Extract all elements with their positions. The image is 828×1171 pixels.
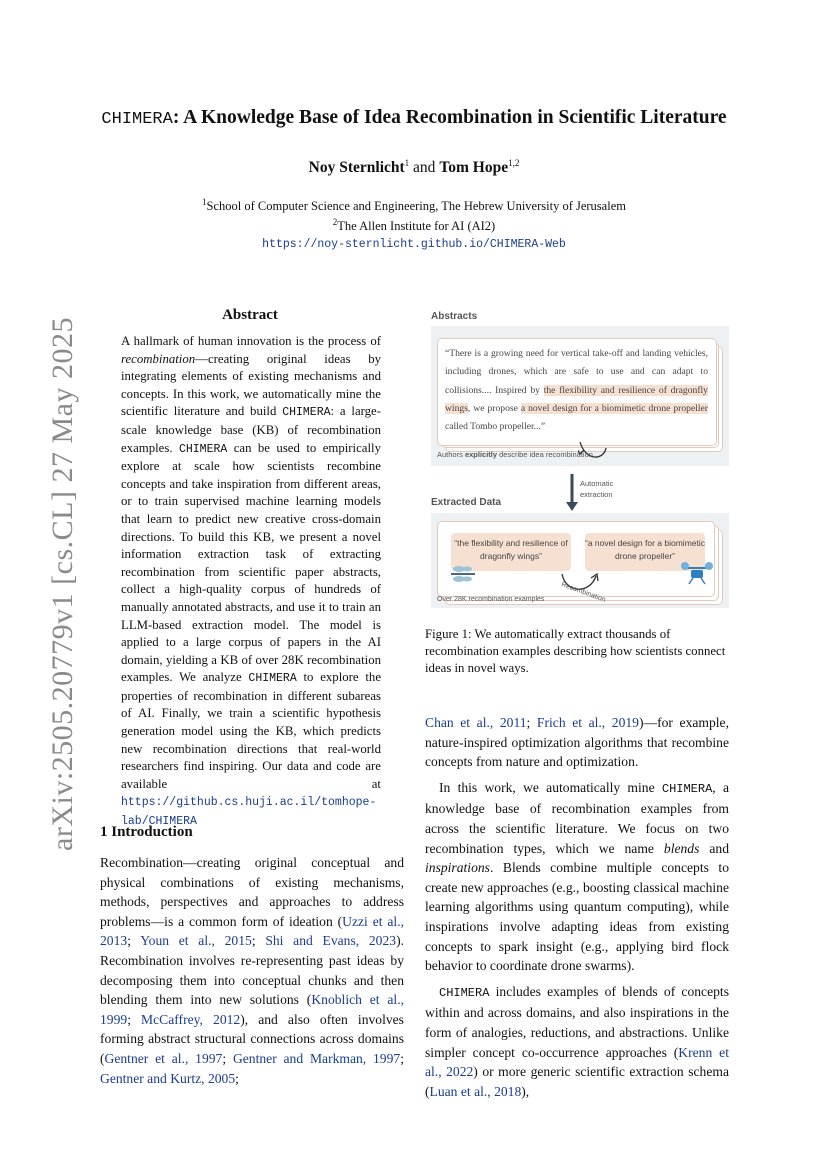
- system-name: CHIMERA: [661, 781, 713, 796]
- citation-link[interactable]: Youn et al., 2015: [140, 933, 252, 949]
- introduction-body: Recombination—creating original conceptual and physical combinations of existing mechanisms, methods, perspectives and approaches to address problems—is a common form of ideation (Uzzi et al., 2013; Youn et al., 2015; Shi and Evans, 2023). Recombination involves re-representing past ideas by decomposing them into conceptual chunks and then blending them into new solutions (Knoblich et al., 1999; McCaffrey, 2012), and also often involves forming abstract structural connections across domains (Gentner et al., 1997; Gentner and Markman, 1997; Gentner and Kurtz, 2005;: [100, 855, 404, 1086]
- citation-link[interactable]: Krenn et al., 2022: [425, 1044, 729, 1080]
- figure-note-explicit: [437, 450, 593, 459]
- system-name: CHIMERA: [439, 985, 490, 1000]
- paragraph: [425, 778, 729, 976]
- affiliation-2-text: The Allen Institute for AI (AI2): [337, 219, 496, 234]
- section-heading-introduction: 1 Introduction: [100, 824, 193, 840]
- title-text: : A Knowledge Base of Idea Recombination in Scientific Literature: [172, 107, 727, 128]
- automatic-extraction-label: Automatic extraction: [580, 479, 614, 499]
- citation-link[interactable]: Uzzi et al., 2013: [100, 913, 404, 949]
- affiliation-1-text: School of Computer Science and Engineering, The Hebrew University of Jerusalem: [206, 199, 626, 214]
- citation-link[interactable]: Knoblich et al., 1999: [100, 992, 404, 1027]
- author-1: Noy Sternlicht: [308, 159, 405, 177]
- citation-link[interactable]: Gentner and Markman, 1997: [232, 1050, 401, 1066]
- citation-link[interactable]: Frich et al., 2019: [536, 715, 639, 730]
- abstract-text: : a large-scale knowledge base (KB) of recombination examples.: [121, 404, 381, 455]
- intro-text: ). Recombination involves re-representing past ideas by decomposing them into conceptual chunks and then blending them into new solutions (: [100, 933, 404, 1008]
- arxiv-identifier: arXiv:2505.20779v1 [cs.CL] 27 May 2025: [46, 317, 79, 851]
- intro-text: ;: [235, 1070, 239, 1086]
- right-column-body: [425, 713, 729, 1107]
- body-text: ) or more generic scientific extraction schema (: [425, 1064, 729, 1099]
- abstract-heading: Abstract: [222, 307, 278, 323]
- body-text: . Blends combine multiple concepts to create new approaches (e.g., boosting classical machine learning algorithms using quantum computing), while inspirations involve adapting ideas from existing concepts to spark insight (e.g., applying bird flock behavior to coordinate drone swarms).: [425, 860, 729, 974]
- abstract-text: can be used to empirically explore at scale how scientists recombine concepts and take inspiration from different areas, or to train supervised machine learning models that learn to predict new creative cross-domain directions. To build this KB, we present a novel information extraction task of extracting recombination from scientific paper abstracts, collect a high-quality corpus of hundreds of manually annotated abstracts, and use it to train an LLM-based extraction model. The model is applied to a large corpus of papers in the AI domain, yielding a KB of over 28K recombination examples. We analyze: [121, 440, 381, 685]
- project-url-link[interactable]: https://noy-sternlicht.github.io/CHIMERA-Web: [262, 238, 566, 251]
- author-2-affiliation: 1,2: [508, 158, 520, 168]
- author-1-affiliation: 1: [404, 158, 410, 168]
- highlight-inspiration: the flexibility and resilience of dragonfly wings: [445, 384, 708, 414]
- recombination-label: Recombination: [560, 581, 607, 604]
- extracted-target: “a novel design for a biomimetic drone propeller”: [585, 533, 705, 571]
- code-url-link[interactable]: https://github.cs.huji.ac.il/tomhope-lab/CHIMERA: [121, 796, 377, 829]
- term-emphasis: inspirations: [425, 860, 490, 876]
- dragonfly-icon: [447, 563, 479, 585]
- figure-label-extracted: Extracted Data: [431, 497, 502, 508]
- system-name: CHIMERA: [248, 672, 297, 686]
- author-conjunction: and: [409, 159, 440, 177]
- affiliation-2-marker: 2: [332, 217, 338, 227]
- abstract-body: [121, 333, 381, 831]
- extracted-inspiration: “the flexibility and resilience of dragonfly wings”: [451, 533, 571, 571]
- paragraph: [425, 982, 729, 1102]
- drone-icon: [680, 560, 714, 586]
- paragraph: Chan et al., 2011; Frich et al., 2019)—for example, nature-inspired optimization algorithms that recombine concepts from nature and optimization.: [425, 715, 729, 770]
- system-name: CHIMERA: [282, 406, 331, 420]
- note-text: Authors: [437, 450, 465, 459]
- abstract-emphasis: recombination: [121, 351, 196, 366]
- body-text: , a knowledge base of recombination examples from across the scientific literature. We focus on two recombination types, which we name: [425, 779, 729, 856]
- figure-caption: Figure 1: We automatically extract thousands of recombination examples describing how scientists connect ideas in novel ways.: [425, 627, 726, 676]
- body-text: In this work, we automatically mine: [439, 779, 662, 795]
- figure-note-count: Over 28K recombination examples: [437, 596, 545, 603]
- curved-arrow-icon: [578, 440, 608, 462]
- quote-text: called Tombo propeller...”: [445, 421, 546, 433]
- citation-link[interactable]: Shi and Evans, 2023: [265, 933, 397, 949]
- citation-link[interactable]: Gentner et al., 1997: [104, 1050, 223, 1066]
- citation-link[interactable]: McCaffrey, 2012: [141, 1011, 241, 1027]
- note-emphasis: explicitly: [464, 450, 498, 459]
- system-name: CHIMERA: [178, 442, 228, 456]
- affiliation-2: [0, 217, 828, 234]
- note-text: describe idea recombination: [497, 450, 593, 459]
- figure-label-abstracts: Abstracts: [431, 311, 478, 322]
- body-text: includes examples of blends of concepts within and across domains, and also inspirations in the form of analogies, reductions, and abstractions. Unlike simpler concept co-occurrence approaches (: [425, 983, 729, 1060]
- affiliation-1-marker: 1: [202, 197, 207, 207]
- highlight-target: a novel design for a biomimetic drone propeller: [520, 402, 708, 414]
- body-text: )—for example, nature-inspired optimization algorithms that recombine concepts from nature and optimization.: [425, 715, 729, 770]
- term-emphasis: blends: [663, 840, 700, 856]
- abstract-text: A hallmark of human innovation is the process of: [121, 334, 381, 348]
- abstract-text: to explore the properties of recombination in different subareas of AI. Finally, we train a scientific hypothesis generation model using the KB, which predicts new recombination directions that real-world researchers find inspiring. Our data and code are available at: [121, 670, 382, 791]
- down-arrow-icon: [565, 474, 579, 512]
- citation-link[interactable]: Chan et al., 2011: [425, 715, 527, 730]
- abstract-quote: [445, 345, 708, 436]
- body-text: ),: [521, 1083, 530, 1099]
- title-system-name: CHIMERA: [101, 110, 173, 129]
- citation-link[interactable]: Gentner and Kurtz, 2005: [100, 1070, 236, 1086]
- author-list: [0, 158, 828, 177]
- quote-text: , we propose: [467, 402, 521, 414]
- intro-text: ), and also often involves forming abstract structural connections across domains (: [100, 1011, 404, 1066]
- quote-text: “There is a growing need for vertical take-off and landing vehicles, including drones, which are safe to use and can adapt to collisions.... Inspired by: [445, 348, 708, 396]
- abstract-text: —creating original ideas by integrating elements of existing mechanisms and concepts. In this work, we automatically mine the scientific literature and build: [121, 351, 381, 419]
- citation-link[interactable]: Luan et al., 2018: [429, 1083, 522, 1099]
- affiliation-1: [0, 197, 828, 214]
- paper-title: [0, 107, 828, 129]
- intro-text: Recombination—creating original conceptual and physical combinations of existing mechanisms, methods, perspectives and approaches to address problems—is a common form of ideation (: [100, 855, 404, 929]
- body-text: and: [699, 840, 729, 856]
- author-2: Tom Hope: [439, 159, 509, 177]
